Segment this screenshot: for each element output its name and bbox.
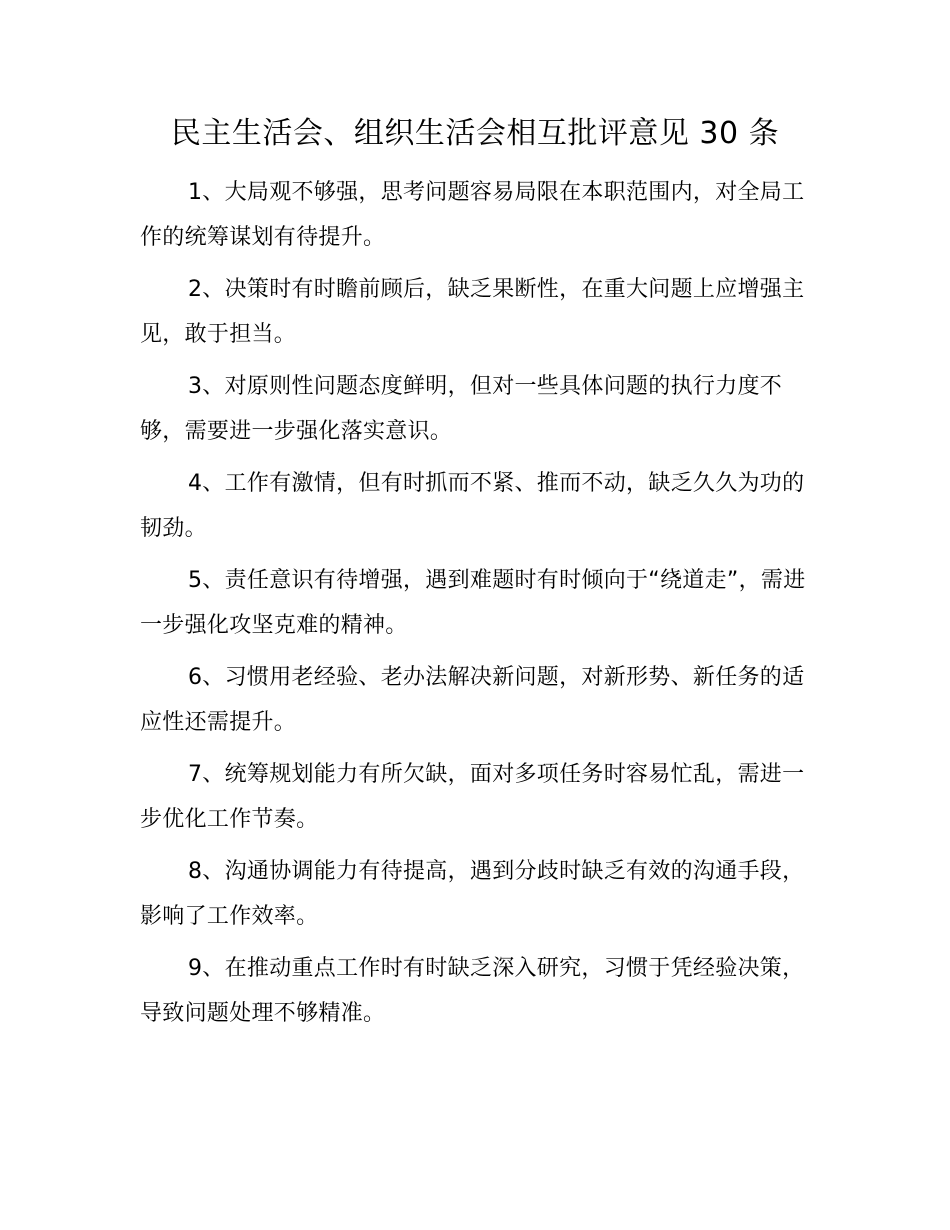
list-item: 3、对原则性问题态度鲜明，但对一些具体问题的执行力度不够，需要进一步强化落实意识。 (140, 374, 783, 444)
list-item: 9、在推动重点工作时有时缺乏深入研究，习惯于凭经验决策，导致问题处理不够精准。 (140, 956, 805, 1026)
document-title: 民主生活会、组织生活会相互批评意见 30 条 (170, 116, 780, 151)
list-item: 6、习惯用老经验、老办法解决新问题，对新形势、新任务的适应性还需提升。 (140, 665, 805, 735)
list-item: 1、大局观不够强，思考问题容易局限在本职范围内，对全局工作的统筹谋划有待提升。 (140, 180, 805, 250)
list-item: 4、工作有激情，但有时抓而不紧、推而不动，缺乏久久为功的韧劲。 (140, 471, 805, 541)
list-item: 5、责任意识有待增强，遇到难题时有时倾向于“绕道走”，需进一步强化攻坚克难的精神。 (140, 568, 806, 638)
criticism-list (140, 170, 820, 1043)
list-item: 2、决策时有时瞻前顾后，缺乏果断性，在重大问题上应增强主见，敢于担当。 (140, 277, 805, 347)
list-item: 8、沟通协调能力有待提高，遇到分歧时缺乏有效的沟通手段，影响了工作效率。 (140, 859, 805, 929)
list-item: 7、统筹规划能力有所欠缺，面对多项任务时容易忙乱，需进一步优化工作节奏。 (140, 762, 805, 832)
